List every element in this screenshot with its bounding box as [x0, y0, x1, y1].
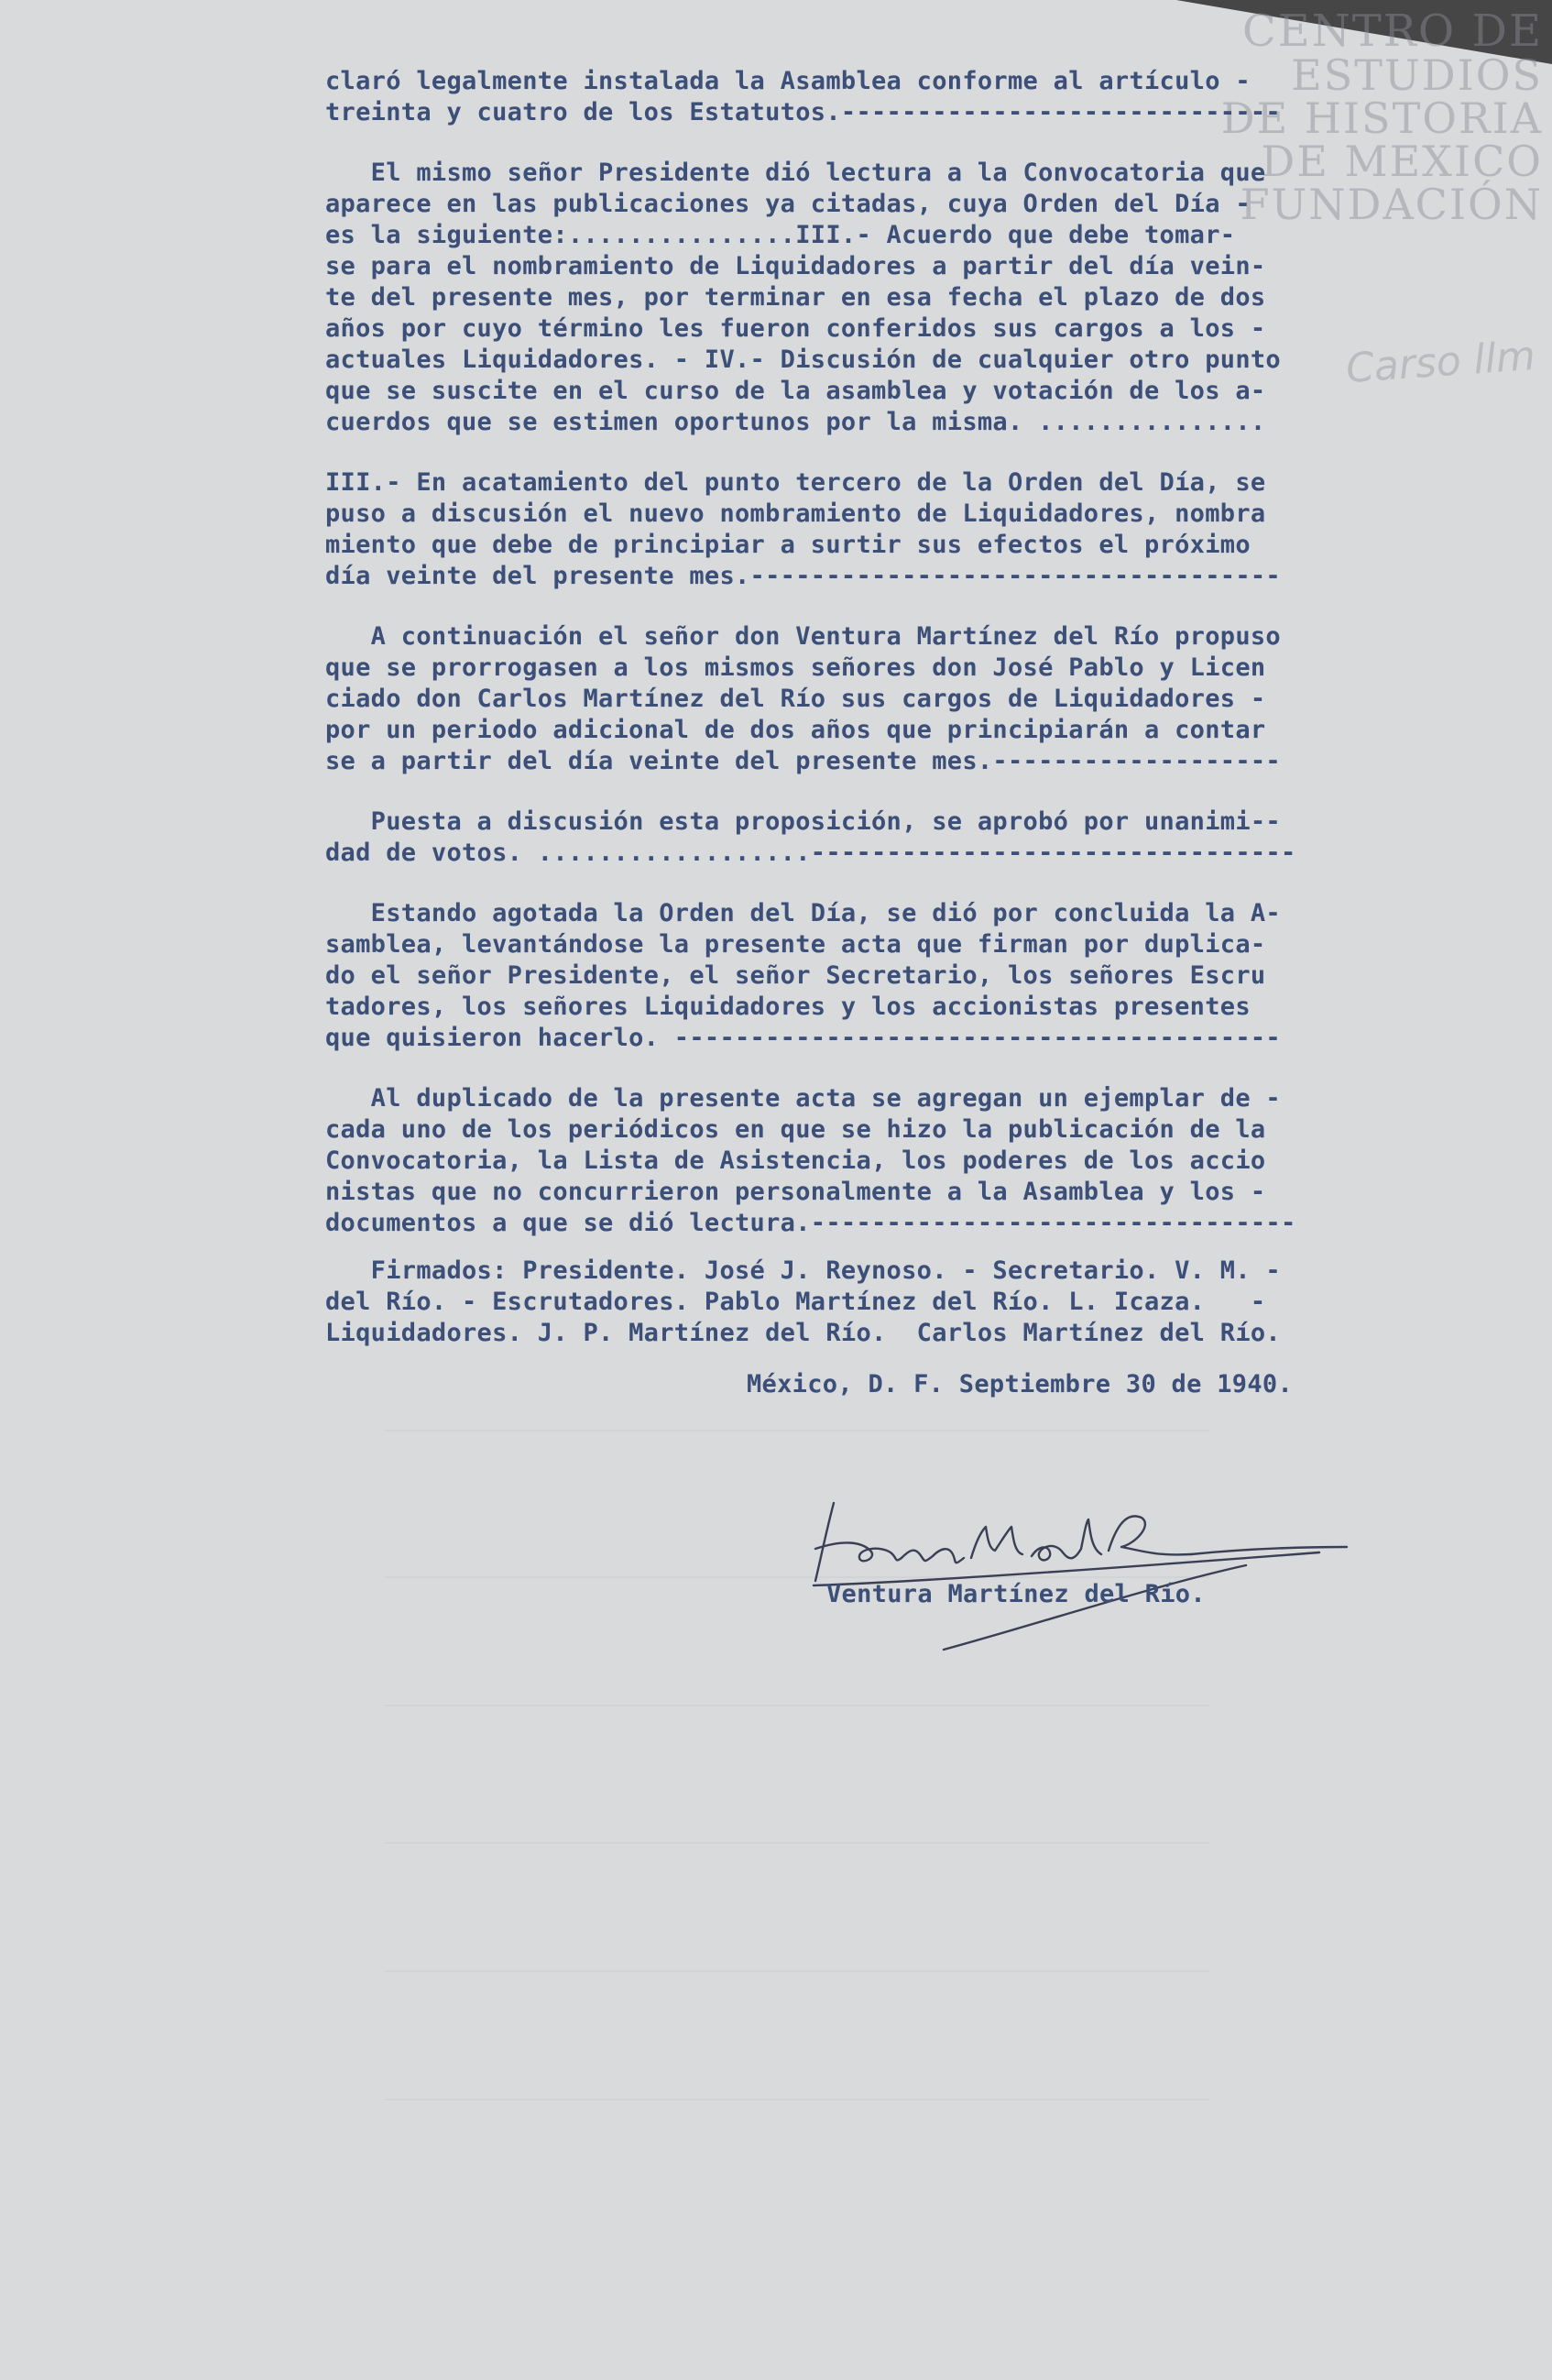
watermark-line: FUNDACIÓN [1240, 179, 1543, 229]
text-line: dad de votos. ..................-------------------------------- [325, 839, 1296, 867]
text-line: cada uno de los periódicos en que se hizo la publicación de la [325, 1115, 1266, 1144]
text-line: Puesta a discusión esta proposición, se aprobó por unanimi-- [325, 807, 1281, 836]
text-line: Estando agotada la Orden del Día, se dió por concluida la A- [325, 899, 1281, 927]
text-line: El mismo señor Presidente dió lectura a la Convocatoria que [325, 159, 1266, 187]
text-line: se para el nombramiento de Liquidadores a partir del día vein- [325, 252, 1266, 280]
text-line: Convocatoria, la Lista de Asistencia, los poderes de los accio [325, 1146, 1266, 1175]
show-through-line [385, 1970, 1209, 1972]
archive-handwritten-mark: Carso llm [1344, 332, 1537, 393]
text-line: del Río. - Escrutadores. Pablo Martínez del Río. L. Icaza. - [325, 1288, 1266, 1316]
text-line: Firmados: Presidente. José J. Reynoso. - Secretario. V. M. - [325, 1256, 1281, 1285]
signer-name: Ventura Martínez del Río. [826, 1580, 1206, 1608]
text-line: aparece en las publicaciones ya citadas, cuya Orden del Día - [325, 190, 1251, 218]
text-line: que se suscite en el curso de la asamblea y votación de los a- [325, 377, 1266, 405]
show-through-line [385, 2099, 1209, 2100]
typed-minutes-body [325, 66, 1484, 1400]
paragraph-point-three [325, 467, 1484, 592]
watermark-line: CENTRO DE [1241, 5, 1543, 57]
paragraph-conclusion [325, 898, 1484, 1054]
text-line: se a partir del día veinte del presente mes.------------------- [325, 747, 1281, 775]
text-line: puso a discusión el nuevo nombramiento de Liquidadores, nombra [325, 499, 1266, 528]
text-line: documentos a que se dió lectura.-------------------------------- [325, 1209, 1296, 1237]
text-line: cuerdos que se estimen oportunos por la misma. ............... [325, 408, 1266, 436]
text-line: que se prorrogasen a los mismos señores don José Pablo y Licen [325, 653, 1266, 682]
text-line: por un periodo adicional de dos años que principiarán a contar [325, 716, 1266, 744]
text-line: treinta y cuatro de los Estatutos.----------------------------- [325, 98, 1281, 126]
watermark-line: DE MEXICO [1261, 136, 1543, 186]
torn-corner [1176, 0, 1552, 64]
text-line: Liquidadores. J. P. Martínez del Río. Carlos Martínez del Río. [325, 1319, 1281, 1347]
text-line: actuales Liquidadores. - IV.- Discusión de cualquier otro punto [325, 345, 1281, 374]
watermark-line: DE HISTORIA [1220, 93, 1543, 143]
paragraph-order-of-day [325, 158, 1484, 438]
show-through-line [385, 1430, 1209, 1431]
text-line: día veinte del presente mes.----------------------------------- [325, 562, 1281, 590]
text-line: claró legalmente instalada la Asamblea conforme al artículo - [325, 67, 1251, 95]
text-line: ciado don Carlos Martínez del Río sus cargos de Liquidadores - [325, 685, 1266, 713]
date-place-line: México, D. F. Septiembre 30 de 1940. [747, 1370, 1293, 1398]
text-line: nistas que no concurrieron personalmente a la Asamblea y los - [325, 1178, 1266, 1206]
text-line: III.- En acatamiento del punto tercero de la Orden del Día, se [325, 468, 1266, 497]
text-line: Al duplicado de la presente acta se agregan un ejemplar de - [325, 1084, 1281, 1113]
paragraph-proposal [325, 621, 1484, 777]
text-line: tadores, los señores Liquidadores y los accionistas presentes [325, 993, 1251, 1021]
show-through-line [385, 1705, 1209, 1706]
text-line: miento que debe de principiar a surtir sus efectos el próximo [325, 531, 1251, 559]
text-line: es la siguiente:...............III.- Acuerdo que debe tomar- [325, 221, 1236, 249]
text-line: que quisieron hacerlo. ---------------------------------------- [325, 1024, 1281, 1052]
paragraph-statutes [325, 66, 1484, 128]
signature-block [806, 1494, 1356, 1677]
show-through-line [385, 1842, 1209, 1844]
paragraph-signatories [325, 1256, 1484, 1349]
text-line: años por cuyo término les fueron conferidos sus cargos a los - [325, 314, 1266, 343]
text-line: A continuación el señor don Ventura Martínez del Río propuso [325, 622, 1281, 651]
watermark-line: ESTUDIOS [1291, 49, 1543, 100]
paragraph-approval [325, 806, 1484, 869]
text-line: te del presente mes, por terminar en esa fecha el plazo de dos [325, 283, 1266, 312]
text-line: do el señor Presidente, el señor Secretario, los señores Escru [325, 961, 1266, 990]
text-line: samblea, levantándose la presente acta que firman por duplica- [325, 930, 1266, 959]
paragraph-attachments [325, 1083, 1484, 1239]
